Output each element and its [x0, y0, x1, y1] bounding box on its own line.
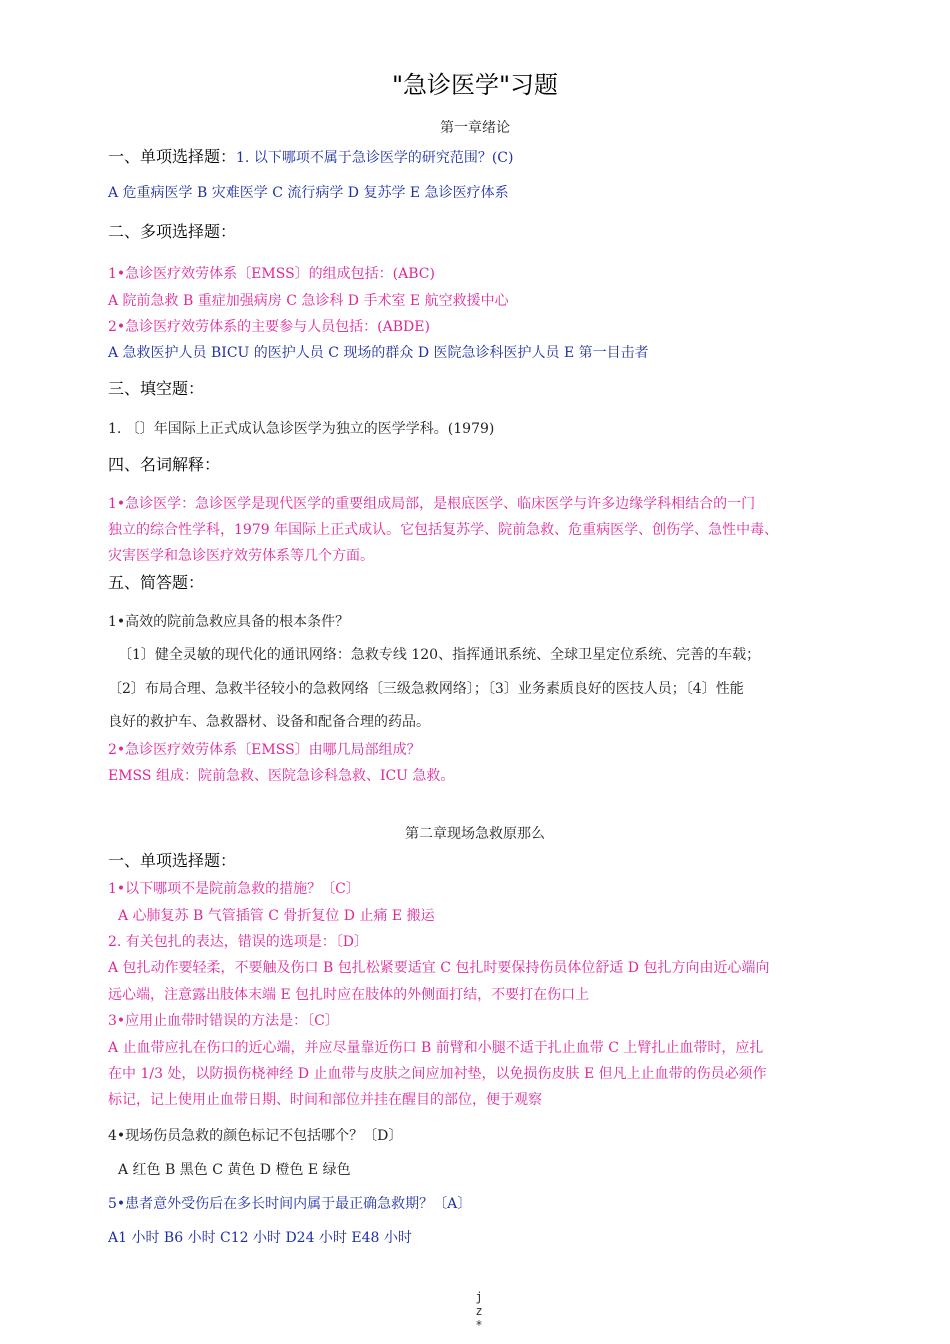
ch1-section-5-heading: 五、简答题： [108, 573, 205, 592]
ch2-section-1-heading: 一、单项选择题： [108, 851, 237, 870]
ch1-s2-question-1: 1•急诊医疗效劳体系〔EMSS〕的组成包括：(ABC) [108, 266, 435, 282]
ch2-question-1: 1•以下哪项不是院前急救的措施？〔C〕 [108, 881, 360, 897]
ch1-section-3-heading: 三、填空题： [108, 379, 205, 398]
ch2-question-4: 4•现场伤员急救的颜色标记不包括哪个？〔D〕 [108, 1128, 403, 1144]
footer-char-1: j [475, 1290, 483, 1304]
ch2-q2-options-line-1: A 包扎动作要轻柔，不要触及伤口 B 包扎松紧要适宜 C 包扎时要保持伤员体位舒适 D 包扎方向由近心端向 [108, 960, 770, 976]
ch1-s4-definition-line-2: 独立的综合性学科，1979 年国际上正式成认。它包括复苏学、院前急救、危重病医学、创伤学、急性中毒、 [108, 522, 779, 538]
ch2-q4-options: A 红色 B 黑色 C 黄色 D 橙色 E 绿色 [118, 1162, 351, 1178]
ch1-s5-answer-1-line-1: 〔1〕健全灵敏的现代化的通讯网络：急救专线 120、指挥通讯系统、全球卫星定位系统、完善的车载； [118, 647, 761, 663]
ch1-s5-answer-1-line-2: 〔2〕布局合理、急救半径较小的急救网络〔三级急救网络〕；〔3〕业务素质良好的医技人员；〔4〕性能 [108, 681, 744, 697]
ch1-section-2-heading: 二、多项选择题： [108, 222, 237, 241]
ch2-q1-options: A 心肺复苏 B 气管插管 C 骨折复位 D 止痛 E 搬运 [118, 908, 435, 924]
ch2-q3-options-line-2: 在中 1/3 处，以防损伤桡神经 D 止血带与皮肤之间应加衬垫，以免损伤皮肤 E 但凡上止血带的伤员必须作 [108, 1066, 767, 1082]
ch2-q2-options-line-2: 远心端，注意露出肢体末端 E 包扎时应在肢体的外侧面打结，不要打在伤口上 [108, 987, 590, 1003]
ch2-q5-options: A1 小时 B6 小时 C12 小时 D24 小时 E48 小时 [108, 1230, 412, 1246]
ch1-section-1-row [108, 146, 513, 169]
ch1-s5-answer-1-line-3: 良好的救护车、急救器材、设备和配备合理的药品。 [108, 714, 430, 730]
ch1-s4-definition-line-3: 灾害医学和急诊医疗效劳体系等几个方面。 [108, 548, 374, 564]
page-footer-mark [472, 1290, 486, 1332]
document-title: "急诊医学"习题 [391, 71, 559, 99]
ch2-q3-options-line-3: 标记，记上使用止血带日期、时间和部位并挂在醒目的部位，便于观察 [108, 1092, 542, 1108]
ch2-q3-options-line-1: A 止血带应扎在伤口的近心端，并应尽量靠近伤口 B 前臂和小腿不适于扎止血带 C 上臂扎止血带时，应扎 [108, 1040, 764, 1056]
footer-char-3: * [475, 1318, 483, 1332]
ch1-section-4-heading: 四、名词解释： [108, 455, 221, 474]
ch1-s1-question-1: 1. 以下哪项不属于急诊医学的研究范围？(C) [236, 150, 514, 166]
ch1-s1-q1-options: A 危重病医学 B 灾难医学 C 流行病学 D 复苏学 E 急诊医疗体系 [108, 185, 509, 201]
ch1-s3-question-1: 1. 〔〕年国际上正式成认急诊医学为独立的医学学科。(1979) [108, 421, 495, 437]
ch1-s4-definition-line-1: 1•急诊医学：急诊医学是现代医学的重要组成局部，是根底医学、临床医学与许多边缘学科相结合的一门 [108, 496, 756, 512]
ch1-s2-q1-options: A 院前急救 B 重症加强病房 C 急诊科 D 手术室 E 航空救援中心 [108, 293, 509, 309]
ch2-question-5: 5•患者意外受伤后在多长时间内属于最正确急救期？〔A〕 [108, 1196, 472, 1212]
ch1-s5-question-2: 2•急诊医疗效劳体系〔EMSS〕由哪几局部组成？ [108, 742, 421, 758]
ch1-s5-answer-2: EMSS 组成：院前急救、医院急诊科急救、ICU 急救。 [108, 768, 455, 784]
footer-char-2: z [475, 1304, 483, 1318]
chapter-1-heading: 第一章绪论 [440, 120, 510, 136]
ch2-question-3: 3•应用止血带时错误的方法是：〔C〕 [108, 1013, 339, 1029]
ch1-s2-question-2: 2•急诊医疗效劳体系的主要参与人员包括：(ABDE) [108, 319, 430, 335]
ch2-question-2: 2. 有关包扎的表达，错误的选项是：〔D〕 [108, 934, 369, 950]
ch1-s2-q2-options: A 急救医护人员 BICU 的医护人员 C 现场的群众 D 医院急诊科医护人员 E 第一目击者 [108, 345, 649, 361]
ch1-s5-question-1: 1•高效的院前急救应具备的根本条件？ [108, 614, 350, 630]
chapter-2-heading: 第二章现场急救原那么 [405, 826, 545, 842]
ch1-section-1-heading: 一、单项选择题： [108, 147, 237, 166]
